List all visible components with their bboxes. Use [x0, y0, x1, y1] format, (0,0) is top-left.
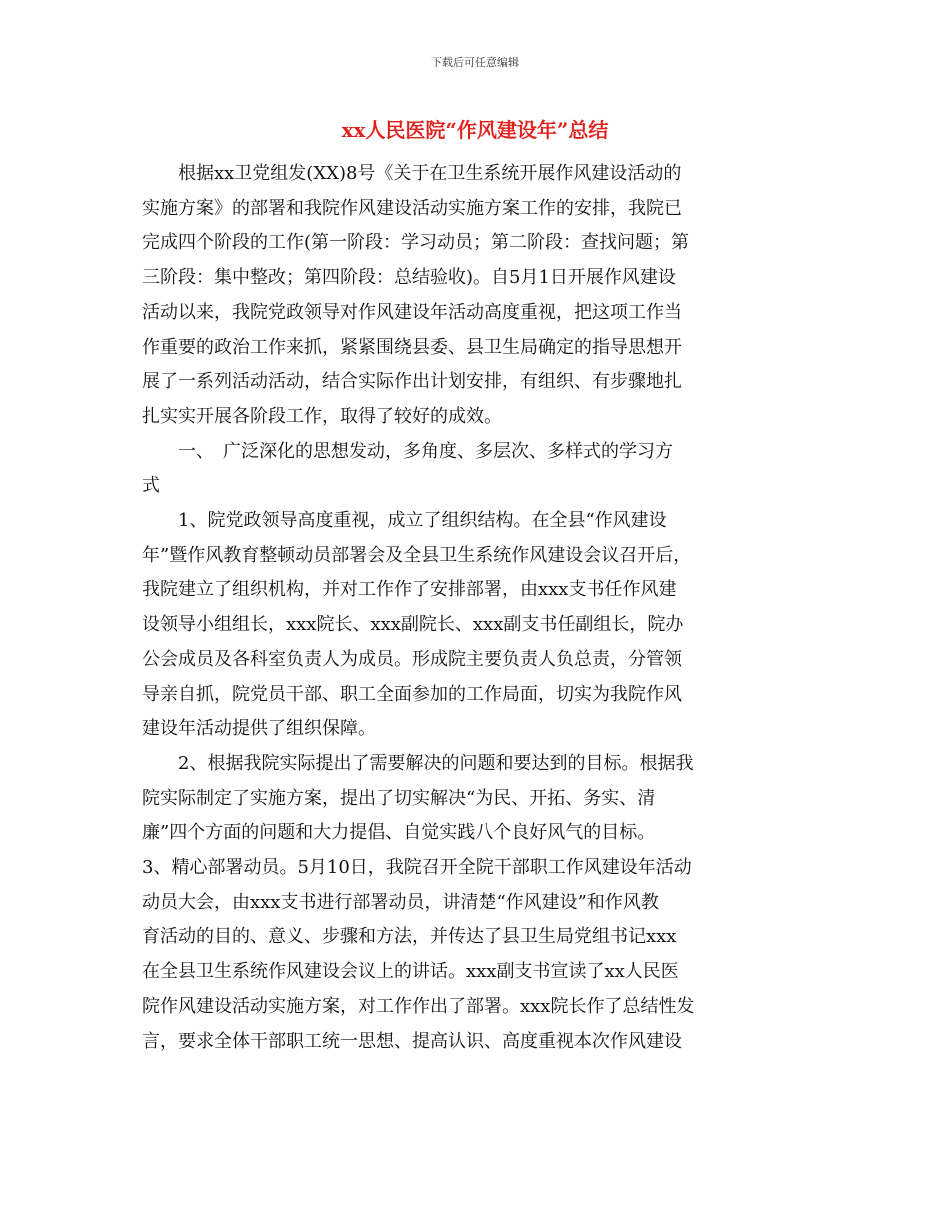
document-body	[142, 157, 812, 1059]
body-line: 在全县卫生系统作风建设会议上的讲话。xxx副支书宣读了xx人民医	[142, 961, 679, 983]
body-line: 三阶段：集中整改；第四阶段：总结验收)。自5月1日开展作风建设	[142, 267, 676, 289]
body-line: 3、精心部署动员。5月10日，我院召开全院干部职工作风建设年活动	[142, 857, 692, 879]
body-line: 展了一系列活动活动，结合实际作出计划安排，有组织、有步骤地扎	[142, 371, 682, 393]
body-line: 我院建立了组织机构，并对工作作了安排部署，由xxx支书任作风建	[142, 579, 677, 601]
document-title: xx人民医院“作风建设年”总结	[341, 118, 609, 142]
body-line: 活动以来，我院党政领导对作风建设年活动高度重视，把这项工作当	[142, 301, 682, 323]
header-note: 下载后可任意编辑	[431, 56, 519, 69]
body-line: 设领导小组组长，xxx院长、xxx副院长、xxx副支书任副组长，院办	[142, 614, 684, 636]
body-line: 扎实实开展各阶段工作，取得了较好的成效。	[142, 405, 502, 427]
body-line: 导亲自抓，院党员干部、职工全面参加的工作局面，切实为我院作风	[142, 683, 682, 705]
body-line: 式	[142, 475, 160, 497]
body-line: 廉”四个方面的问题和大力提倡、自觉实践八个良好风气的目标。	[142, 822, 656, 844]
body-line: 2、根据我院实际提出了需要解决的问题和要达到的目标。根据我	[142, 752, 694, 774]
body-line: 院作风建设活动实施方案，对工作作出了部署。xxx院长作了总结性发	[142, 995, 695, 1017]
body-line: 育活动的目的、意义、步骤和方法，并传达了县卫生局党组书记xxx	[142, 926, 677, 948]
body-line: 作重要的政治工作来抓，紧紧围绕县委、县卫生局确定的指导思想开	[142, 336, 682, 358]
body-line: 公会成员及各科室负责人为成员。形成院主要负责人负总责，分管领	[142, 648, 682, 670]
body-line: 动员大会，由xxx支书进行部署动员，讲清楚“作风建设”和作风教	[142, 891, 659, 913]
body-line: 言，要求全体干部职工统一思想、提高认识、高度重视本次作风建设	[142, 1030, 682, 1052]
body-line: 完成四个阶段的工作(第一阶段：学习动员；第二阶段：查找问题；第	[142, 232, 690, 254]
body-line: 1、院党政领导高度重视，成立了组织结构。在全县“作风建设	[142, 510, 667, 532]
body-line: 院实际制定了实施方案，提出了切实解决“为民、开拓、务实、清	[142, 787, 656, 809]
body-line: 一、 广泛深化的思想发动，多角度、多层次、多样式的学习方	[142, 440, 673, 462]
body-line: 年”暨作风教育整顿动员部署会及全县卫生系统作风建设会议召开后，	[142, 544, 692, 566]
body-line: 根据xx卫党组发(XX)8号《关于在卫生系统开展作风建设活动的	[142, 163, 682, 184]
body-line: 实施方案》的部署和我院作风建设活动实施方案工作的安排，我院已	[142, 197, 682, 219]
body-line: 建设年活动提供了组织保障。	[142, 718, 376, 740]
